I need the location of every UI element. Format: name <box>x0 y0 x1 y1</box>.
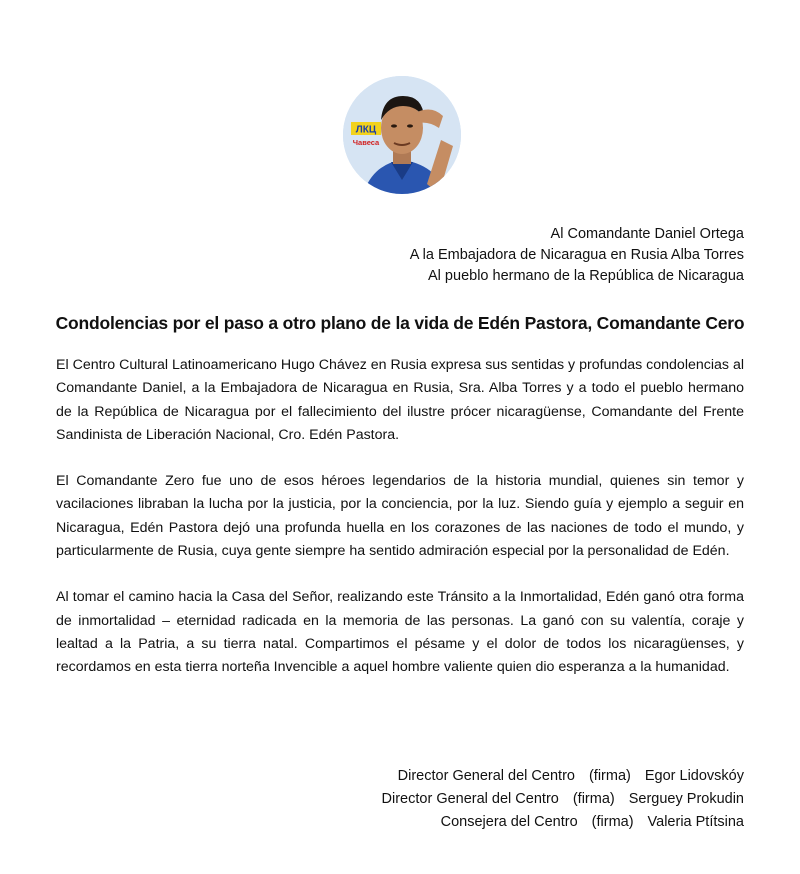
logo-text-bottom: Чавеса <box>352 138 380 147</box>
body-paragraph: Al tomar el camino hacia la Casa del Señor, realizando este Tránsito a la Inmortalidad, Edén ganó otra forma de inmortalidad – eternidad radicada en la memoria de las personas. La ganó con su valentía, coraje y lealtad a la Patria, a su tierra natal. Compartimos el pésame y el dolor de todos los nicaragüenses, y recordamos en esta tierra norteña Invencible a aquel hombre valiente quien dio esperanza a la humanidad. <box>56 589 744 676</box>
signature-role: Consejera del Centro <box>440 814 578 830</box>
recipient-line: Al pueblo hermano de la República de Nicaragua <box>428 268 744 284</box>
signature-name: Valeria Ptítsina <box>647 814 744 830</box>
letter-body <box>56 354 744 703</box>
letter-title: Condolencias por el paso a otro plano de la vida de Edén Pastora, Comandante Cero <box>55 313 745 333</box>
saluting-man-icon <box>343 76 461 194</box>
signature-name: Serguey Prokudin <box>628 791 744 807</box>
signature-firma: (firma) <box>572 791 615 807</box>
signature-role: Director General del Centro <box>397 768 575 784</box>
recipient-line: Al Comandante Daniel Ortega <box>550 226 744 242</box>
body-paragraph: El Centro Cultural Latinoamericano Hugo Chávez en Rusia expresa sus sentidas y profundas condolencias al Comandante Daniel, a la Embajadora de Nicaragua en Rusia, Sra. Alba Torres y a todo el pueblo hermano de la República de Nicaragua por el fallecimiento del ilustre prócer nicaragüense, Comandante del Frente Sandinista de Liberación Nacional, Cro. Edén Pastora. <box>56 357 744 443</box>
signature-name: Egor Lidovskóy <box>644 768 744 784</box>
organization-logo <box>343 76 461 194</box>
recipients-block <box>410 224 744 287</box>
signature-line <box>382 811 744 834</box>
signature-role: Director General del Centro <box>381 791 559 807</box>
recipient-line: A la Embajadora de Nicaragua en Rusia Alba Torres <box>409 247 744 263</box>
body-paragraph: El Comandante Zero fue uno de esos héroes legendarios de la historia mundial, quienes sin temor y vacilaciones libraban la lucha por la justicia, por la conciencia, por la luz. Siendo guía y ejemplo a seguir en Nicaragua, Edén Pastora dejó una profunda huella en los corazones de las naciones de todo el mundo, y particularmente de Rusia, cuya gente siempre ha sentido admiración especial por la personalidad de Edén. <box>56 473 744 560</box>
signature-line <box>382 765 744 788</box>
signatures-block <box>382 765 744 834</box>
logo-text-top: ЛКЦ <box>355 124 377 136</box>
signature-firma: (firma) <box>591 814 634 830</box>
signature-firma: (firma) <box>588 768 631 784</box>
signature-line <box>382 788 744 811</box>
